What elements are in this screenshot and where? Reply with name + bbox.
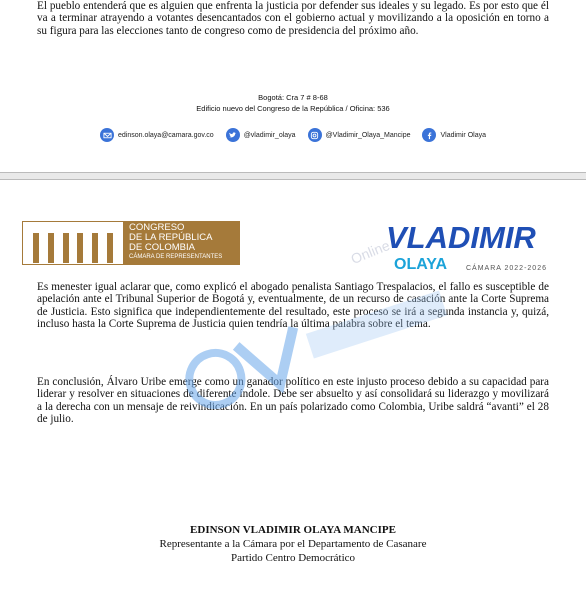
address-building: Edificio nuevo del Congreso de la República / Oficina: 536 (196, 104, 390, 113)
contact-email[interactable] (100, 128, 214, 142)
signature-role: Representante a la Cámara por el Departamento de Casanare (159, 538, 427, 550)
contact-instagram[interactable] (308, 128, 411, 142)
vladimir-logo-surname: OLAYA (394, 256, 448, 273)
capitol-columns-icon (23, 223, 123, 263)
body-paragraph: El pueblo entenderá que es alguien que enfrenta la justicia por defender sus ideales y su legado. Es por esto que él va a terminar atrayendo a votantes desencantados con el gobierno actual y movilizando a la oposición en torno a su figura para las elecciones tanto de congreso como de presidencia del próximo año. (37, 0, 549, 37)
contact-instagram-text: @Vladimir_Olaya_Mancipe (325, 131, 411, 139)
document-page-1 (0, 0, 586, 172)
contact-email-text: edinson.olaya@camara.gov.co (118, 131, 214, 139)
email-icon (100, 128, 114, 142)
vladimir-logo-name: VLADIMIR (386, 220, 536, 255)
online-watermark: Online (348, 237, 392, 267)
instagram-icon (308, 128, 322, 142)
facebook-icon (422, 128, 436, 142)
body-paragraph: Es menester igual aclarar que, como explicó el abogado penalista Santiago Trespalacios, el fallo es susceptible de apelación ante el Tribunal Superior de Bogotá y, eventualmente, de un recurso de casación ante la Corte Suprema de Justicia. Esto significa que independientemente del resultado, este proceso se irá a segunda instancia y, quizá, incluso hasta la Corte Suprema de Justicia quien tendría la última palabra sobre el tema. (37, 281, 549, 331)
signature-party: Partido Centro Democrático (230, 552, 356, 564)
twitter-icon (226, 128, 240, 142)
congreso-logo-line1: CONGRESO (129, 222, 185, 233)
page-separator (0, 172, 586, 180)
body-paragraph: En conclusión, Álvaro Uribe emerge como un ganador político en este injusto proceso debido a su capacidad para liderar y resolver en situaciones de diferente índole. Debe ser absuelto y así consolidará su liderazgo y movilizará a la derecha con un mensaje de reivindicación. En un país polarizado como Colombia, Uribe saldrá “avanti” el 28 de julio. (37, 376, 549, 426)
contact-facebook[interactable] (422, 128, 486, 142)
congreso-logo (22, 221, 240, 265)
congreso-logo-line4: CÁMARA DE REPRESENTANTES (129, 254, 223, 260)
address-line: Bogotá: Cra 7 # 8-68 (258, 93, 328, 102)
congreso-logo-line2: DE LA REPÚBLICA (129, 232, 213, 243)
contact-bar (0, 128, 586, 142)
contact-twitter[interactable] (226, 128, 296, 142)
contact-twitter-text: @vladimir_olaya (243, 131, 296, 139)
vladimir-logo-subtitle: CÁMARA 2022-2026 (466, 265, 547, 272)
congreso-logo-line3: DE COLOMBIA (129, 242, 195, 253)
signature-name: EDINSON VLADIMIR OLAYA MANCIPE (190, 524, 396, 536)
contact-facebook-text: Vladimir Olaya (440, 131, 486, 139)
